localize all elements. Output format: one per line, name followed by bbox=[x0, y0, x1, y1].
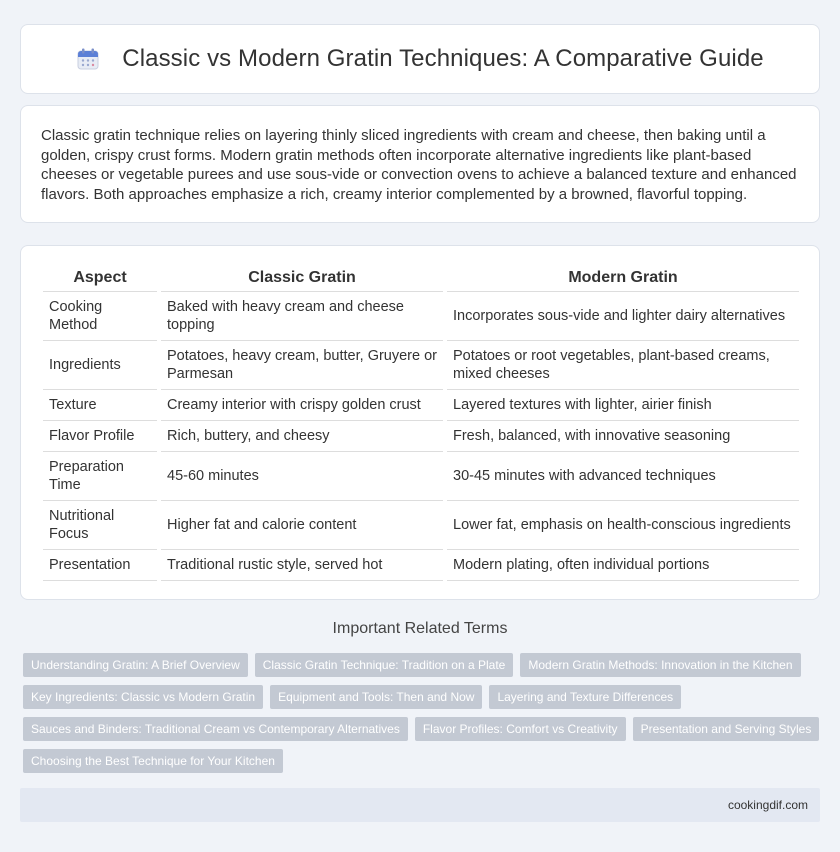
table-row bbox=[43, 341, 799, 390]
comparison-table-card bbox=[20, 245, 820, 600]
title-wrap bbox=[76, 45, 763, 73]
row-modern: Fresh, balanced, with innovative seasoning bbox=[445, 421, 799, 452]
related-term-tag[interactable]: Classic Gratin Technique: Tradition on a Plate bbox=[255, 653, 514, 677]
row-aspect: Preparation Time bbox=[43, 452, 159, 501]
row-classic: Creamy interior with crispy golden crust bbox=[159, 390, 445, 421]
table-row bbox=[43, 452, 799, 501]
calendar-icon bbox=[76, 47, 100, 71]
related-term-tag[interactable]: Presentation and Serving Styles bbox=[633, 717, 820, 741]
table-row bbox=[43, 550, 799, 581]
table-header-row bbox=[43, 266, 799, 292]
table-row bbox=[43, 501, 799, 550]
row-classic: Potatoes, heavy cream, butter, Gruyere or Parmesan bbox=[159, 341, 445, 390]
footer bbox=[20, 788, 820, 822]
related-terms-list bbox=[23, 653, 823, 773]
row-modern: Layered textures with lighter, airier finish bbox=[445, 390, 799, 421]
related-term-tag[interactable]: Choosing the Best Technique for Your Kitchen bbox=[23, 749, 283, 773]
row-classic: Traditional rustic style, served hot bbox=[159, 550, 445, 581]
intro-card bbox=[20, 105, 820, 223]
related-term-tag[interactable]: Key Ingredients: Classic vs Modern Gratin bbox=[23, 685, 263, 709]
row-modern: Lower fat, emphasis on health-conscious ingredients bbox=[445, 501, 799, 550]
column-header-modern: Modern Gratin bbox=[445, 266, 799, 292]
related-term-tag[interactable]: Sauces and Binders: Traditional Cream vs Contemporary Alternatives bbox=[23, 717, 408, 741]
row-aspect: Presentation bbox=[43, 550, 159, 581]
table-row bbox=[43, 292, 799, 341]
row-classic: 45-60 minutes bbox=[159, 452, 445, 501]
related-terms-title: Important Related Terms bbox=[332, 620, 508, 637]
row-classic: Baked with heavy cream and cheese topping bbox=[159, 292, 445, 341]
row-aspect: Ingredients bbox=[43, 341, 159, 390]
related-term-tag[interactable]: Understanding Gratin: A Brief Overview bbox=[23, 653, 248, 677]
table-row bbox=[43, 421, 799, 452]
row-classic: Higher fat and calorie content bbox=[159, 501, 445, 550]
related-term-tag[interactable]: Layering and Texture Differences bbox=[489, 685, 681, 709]
related-term-tag[interactable]: Equipment and Tools: Then and Now bbox=[270, 685, 482, 709]
comparison-table bbox=[43, 266, 799, 581]
row-aspect: Texture bbox=[43, 390, 159, 421]
row-aspect: Nutritional Focus bbox=[43, 501, 159, 550]
header-card bbox=[20, 24, 820, 94]
row-modern: Potatoes or root vegetables, plant-based creams, mixed cheeses bbox=[445, 341, 799, 390]
table-row bbox=[43, 390, 799, 421]
row-aspect: Flavor Profile bbox=[43, 421, 159, 452]
row-modern: 30-45 minutes with advanced techniques bbox=[445, 452, 799, 501]
page-title: Classic vs Modern Gratin Techniques: A Comparative Guide bbox=[122, 45, 764, 72]
column-header-classic: Classic Gratin bbox=[159, 266, 445, 292]
related-term-tag[interactable]: Modern Gratin Methods: Innovation in the Kitchen bbox=[520, 653, 800, 677]
column-header-aspect: Aspect bbox=[43, 266, 159, 292]
related-term-tag[interactable]: Flavor Profiles: Comfort vs Creativity bbox=[415, 717, 626, 741]
row-modern: Incorporates sous-vide and lighter dairy alternatives bbox=[445, 292, 799, 341]
footer-site-link[interactable]: cookingdif.com bbox=[727, 798, 808, 812]
intro-text: Classic gratin technique relies on layering thinly sliced ingredients with cream and cheese, then baking until a golden, crispy crust forms. Modern gratin methods often incorporate alternative ingredients like plant-based cheeses or vegetable purees and use sous-vide or convection ovens to achieve a balanced texture and enhanced flavors. Both approaches emphasize a rich, creamy interior complemented by a browned, flavorful topping. bbox=[41, 127, 797, 203]
row-classic: Rich, buttery, and cheesy bbox=[159, 421, 445, 452]
row-aspect: Cooking Method bbox=[43, 292, 159, 341]
row-modern: Modern plating, often individual portions bbox=[445, 550, 799, 581]
